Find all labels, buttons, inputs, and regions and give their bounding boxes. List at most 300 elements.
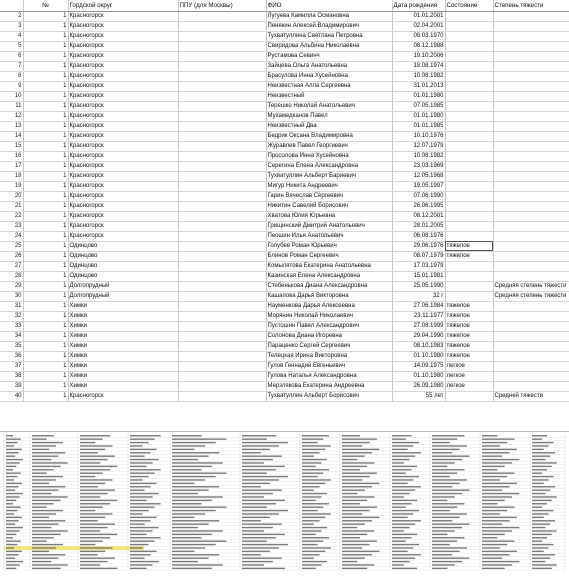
row-number[interactable]: 11: [0, 101, 23, 111]
cell-dob[interactable]: 55 лет: [392, 391, 445, 401]
cell-fio[interactable]: Бедрик Оксана Владимировна: [266, 131, 392, 141]
cell-severity[interactable]: [493, 271, 569, 281]
cell-district[interactable]: Красногорск: [68, 31, 178, 41]
cell-severity[interactable]: [493, 211, 569, 221]
cell-severity[interactable]: Средняя степень тяжести: [493, 281, 569, 291]
row-number[interactable]: 19: [0, 181, 23, 191]
cell-ppu[interactable]: [178, 271, 266, 281]
cell-ppu[interactable]: [178, 301, 266, 311]
cell-dob[interactable]: 01.01.1980: [392, 91, 445, 101]
cell-district[interactable]: Красногорск: [68, 391, 178, 401]
cell-severity[interactable]: [493, 311, 569, 321]
cell-district[interactable]: Красногорск: [68, 71, 178, 81]
row-number[interactable]: 8: [0, 71, 23, 81]
cell-district[interactable]: Химки: [68, 361, 178, 371]
cell-fio[interactable]: Зайцева Ольга Анатольевна: [266, 61, 392, 71]
cell-district[interactable]: Красногорск: [68, 91, 178, 101]
cell-severity[interactable]: [493, 151, 569, 161]
row-number[interactable]: 23: [0, 221, 23, 231]
cell-ppu[interactable]: [178, 61, 266, 71]
cell-dob[interactable]: 10.08.1982: [392, 151, 445, 161]
cell-state[interactable]: [445, 31, 493, 41]
cell-ppu[interactable]: [178, 141, 266, 151]
cell-district[interactable]: Красногорск: [68, 51, 178, 61]
cell-state[interactable]: тяжелое: [445, 311, 493, 321]
cell-number[interactable]: 1: [23, 51, 68, 61]
cell-fio[interactable]: Гулова Наталья Александровна: [266, 371, 392, 381]
cell-district[interactable]: Красногорск: [68, 191, 178, 201]
cell-ppu[interactable]: [178, 381, 266, 391]
cell-district[interactable]: Красногорск: [68, 61, 178, 71]
column-header-fio[interactable]: ФИО: [266, 0, 392, 11]
cell-district[interactable]: Химки: [68, 371, 178, 381]
cell-number[interactable]: 1: [23, 121, 68, 131]
cell-number[interactable]: 1: [23, 161, 68, 171]
cell-dob[interactable]: 01.01.1985: [392, 121, 445, 131]
cell-district[interactable]: Красногорск: [68, 101, 178, 111]
cell-number[interactable]: 1: [23, 11, 68, 21]
cell-dob[interactable]: 12.07.1979: [392, 141, 445, 151]
cell-fio[interactable]: Неизвестный Два: [266, 121, 392, 131]
row-number[interactable]: 13: [0, 121, 23, 131]
cell-district[interactable]: Красногорск: [68, 221, 178, 231]
cell-district[interactable]: Одинцово: [68, 261, 178, 271]
cell-severity[interactable]: [493, 11, 569, 21]
cell-fio[interactable]: Блинов Роман Сергеевич: [266, 251, 392, 261]
cell-ppu[interactable]: [178, 231, 266, 241]
row-number[interactable]: 36: [0, 351, 23, 361]
cell-fio[interactable]: Никитин Савелий Борисович: [266, 201, 392, 211]
cell-state[interactable]: [445, 221, 493, 231]
cell-number[interactable]: 1: [23, 291, 68, 301]
cell-number[interactable]: 1: [23, 281, 68, 291]
cell-dob[interactable]: 14.09.1975: [392, 361, 445, 371]
cell-severity[interactable]: [493, 381, 569, 391]
cell-dob[interactable]: 32 г: [392, 291, 445, 301]
cell-district[interactable]: Красногорск: [68, 211, 178, 221]
cell-district[interactable]: Химки: [68, 321, 178, 331]
cell-district[interactable]: Одинцово: [68, 251, 178, 261]
cell-ppu[interactable]: [178, 291, 266, 301]
cell-ppu[interactable]: [178, 281, 266, 291]
cell-ppu[interactable]: [178, 361, 266, 371]
cell-fio[interactable]: Кашапова Дарья Викторовна: [266, 291, 392, 301]
cell-state[interactable]: легкое: [445, 381, 493, 391]
cell-ppu[interactable]: [178, 161, 266, 171]
cell-severity[interactable]: [493, 71, 569, 81]
cell-severity[interactable]: Средней тяжести: [493, 391, 569, 401]
cell-dob[interactable]: 08.10.1983: [392, 341, 445, 351]
column-header-severity[interactable]: Степень тяжести: [493, 0, 569, 11]
cell-number[interactable]: 1: [23, 171, 68, 181]
cell-number[interactable]: 1: [23, 241, 68, 251]
cell-state[interactable]: [445, 181, 493, 191]
cell-ppu[interactable]: [178, 121, 266, 131]
cell-ppu[interactable]: [178, 251, 266, 261]
cell-state[interactable]: [445, 211, 493, 221]
cell-number[interactable]: 1: [23, 101, 68, 111]
cell-state[interactable]: [445, 41, 493, 51]
cell-state[interactable]: [445, 191, 493, 201]
row-number[interactable]: 2: [0, 11, 23, 21]
cell-district[interactable]: Красногорск: [68, 171, 178, 181]
cell-district[interactable]: Красногорск: [68, 201, 178, 211]
row-number[interactable]: 37: [0, 361, 23, 371]
cell-state[interactable]: [445, 391, 493, 401]
cell-state[interactable]: [445, 11, 493, 21]
cell-state[interactable]: тяжелое: [445, 351, 493, 361]
row-number[interactable]: 30: [0, 291, 23, 301]
cell-fio[interactable]: Тухватуллин Альберт Бариевич: [266, 171, 392, 181]
row-number[interactable]: 17: [0, 161, 23, 171]
cell-state[interactable]: [445, 61, 493, 71]
cell-number[interactable]: 1: [23, 361, 68, 371]
column-header-number[interactable]: №: [23, 0, 68, 11]
row-number[interactable]: 12: [0, 111, 23, 121]
cell-severity[interactable]: [493, 101, 569, 111]
row-number[interactable]: 15: [0, 141, 23, 151]
row-number[interactable]: 10: [0, 91, 23, 101]
cell-fio[interactable]: Мерзлякова Екатерина Андреевна: [266, 381, 392, 391]
row-number[interactable]: 21: [0, 201, 23, 211]
cell-number[interactable]: 1: [23, 21, 68, 31]
cell-ppu[interactable]: [178, 351, 266, 361]
cell-number[interactable]: 1: [23, 201, 68, 211]
cell-fio[interactable]: Просолова Инна Хусейновна: [266, 151, 392, 161]
cell-fio[interactable]: Пенякин Алексей Владимирович: [266, 21, 392, 31]
row-number[interactable]: 40: [0, 391, 23, 401]
cell-severity[interactable]: [493, 331, 569, 341]
cell-number[interactable]: 1: [23, 221, 68, 231]
cell-number[interactable]: 1: [23, 71, 68, 81]
cell-district[interactable]: Химки: [68, 331, 178, 341]
cell-dob[interactable]: 10.10.1976: [392, 131, 445, 141]
cell-state[interactable]: [445, 151, 493, 161]
cell-dob[interactable]: 26.06.1995: [392, 201, 445, 211]
cell-number[interactable]: 1: [23, 141, 68, 151]
cell-state[interactable]: [445, 71, 493, 81]
cell-district[interactable]: Красногорск: [68, 111, 178, 121]
cell-fio[interactable]: Неизвестная Алла Сергеевна: [266, 81, 392, 91]
row-number[interactable]: 27: [0, 261, 23, 271]
cell-ppu[interactable]: [178, 111, 266, 121]
cell-number[interactable]: 1: [23, 351, 68, 361]
cell-district[interactable]: Химки: [68, 341, 178, 351]
cell-number[interactable]: 1: [23, 61, 68, 71]
cell-district[interactable]: Красногорск: [68, 41, 178, 51]
cell-severity[interactable]: [493, 31, 569, 41]
cell-state[interactable]: [445, 281, 493, 291]
row-number[interactable]: 7: [0, 61, 23, 71]
cell-dob[interactable]: 29.04.1990: [392, 331, 445, 341]
row-number[interactable]: 25: [0, 241, 23, 251]
cell-number[interactable]: 1: [23, 391, 68, 401]
cell-fio[interactable]: Казинская Елена Александровна: [266, 271, 392, 281]
row-number[interactable]: 39: [0, 381, 23, 391]
cell-dob[interactable]: 23.03.1969: [392, 161, 445, 171]
cell-ppu[interactable]: [178, 21, 266, 31]
cell-ppu[interactable]: [178, 81, 266, 91]
cell-fio[interactable]: Комылятова Екатерина Анатольевна: [266, 261, 392, 271]
cell-dob[interactable]: 08.12.1988: [392, 41, 445, 51]
cell-state[interactable]: [445, 51, 493, 61]
column-header-state[interactable]: Состояние: [445, 0, 493, 11]
cell-state[interactable]: [445, 81, 493, 91]
cell-district[interactable]: Одинцово: [68, 271, 178, 281]
row-number[interactable]: 31: [0, 301, 23, 311]
cell-state[interactable]: [445, 141, 493, 151]
cell-number[interactable]: 1: [23, 341, 68, 351]
cell-fio[interactable]: Тухватуллина Светлана Петровна: [266, 31, 392, 41]
row-number-header[interactable]: [0, 0, 23, 11]
cell-severity[interactable]: [493, 51, 569, 61]
cell-state[interactable]: [445, 101, 493, 111]
row-number[interactable]: 32: [0, 311, 23, 321]
cell-dob[interactable]: 31.01.2013: [392, 81, 445, 91]
cell-fio[interactable]: Пеошин Илья Анатольевич: [266, 231, 392, 241]
cell-severity[interactable]: [493, 181, 569, 191]
cell-district[interactable]: Красногорск: [68, 11, 178, 21]
column-header-ppu[interactable]: ППУ (для Москвы): [178, 0, 266, 11]
cell-state[interactable]: [445, 261, 493, 271]
cell-number[interactable]: 1: [23, 261, 68, 271]
cell-severity[interactable]: Средняя степень тяжести: [493, 291, 569, 301]
cell-number[interactable]: 1: [23, 31, 68, 41]
cell-fio[interactable]: Лугуева Камилла Османовна: [266, 11, 392, 21]
cell-fio[interactable]: Гулов Геннадий Евгеньевич: [266, 361, 392, 371]
cell-severity[interactable]: [493, 81, 569, 91]
cell-fio[interactable]: Науменкова Дарья Алексеевна: [266, 301, 392, 311]
row-number[interactable]: 14: [0, 131, 23, 141]
cell-district[interactable]: Красногорск: [68, 21, 178, 31]
cell-fio[interactable]: Параценко Сергей Сергеевич: [266, 341, 392, 351]
cell-state[interactable]: тяжелое: [445, 331, 493, 341]
cell-ppu[interactable]: [178, 241, 266, 251]
cell-severity[interactable]: [493, 91, 569, 101]
row-number[interactable]: 26: [0, 251, 23, 261]
cell-dob[interactable]: 01.01.2001: [392, 11, 445, 21]
cell-ppu[interactable]: [178, 311, 266, 321]
cell-number[interactable]: 1: [23, 91, 68, 101]
cell-state[interactable]: тяжелое: [445, 301, 493, 311]
cell-dob[interactable]: 12.05.1968: [392, 171, 445, 181]
cell-severity[interactable]: [493, 141, 569, 151]
cell-fio[interactable]: Солонова Диана Игоревна: [266, 331, 392, 341]
cell-severity[interactable]: [493, 161, 569, 171]
cell-dob[interactable]: 06.08.1976: [392, 231, 445, 241]
cell-ppu[interactable]: [178, 41, 266, 51]
cell-ppu[interactable]: [178, 151, 266, 161]
cell-severity[interactable]: [493, 41, 569, 51]
cell-dob[interactable]: 08.03.1970: [392, 31, 445, 41]
cell-state[interactable]: [445, 91, 493, 101]
cell-state[interactable]: легкое: [445, 361, 493, 371]
row-number[interactable]: 5: [0, 41, 23, 51]
cell-dob[interactable]: 01.01.1980: [392, 111, 445, 121]
cell-fio[interactable]: Голубев Роман Юрьевич: [266, 241, 392, 251]
cell-state[interactable]: [445, 111, 493, 121]
cell-fio[interactable]: Терешко Николай Анатольевич: [266, 101, 392, 111]
cell-state[interactable]: тяжелое: [445, 321, 493, 331]
cell-severity[interactable]: [493, 261, 569, 271]
cell-severity[interactable]: [493, 241, 569, 251]
cell-ppu[interactable]: [178, 221, 266, 231]
cell-district[interactable]: Красногорск: [68, 141, 178, 151]
cell-dob[interactable]: 17.03.1979: [392, 261, 445, 271]
cell-dob[interactable]: 07.06.1990: [392, 191, 445, 201]
cell-state[interactable]: [445, 271, 493, 281]
row-number[interactable]: 6: [0, 51, 23, 61]
cell-number[interactable]: 1: [23, 41, 68, 51]
cell-dob[interactable]: 01.10.1980: [392, 351, 445, 361]
cell-fio[interactable]: Неизвестный: [266, 91, 392, 101]
cell-district[interactable]: Химки: [68, 301, 178, 311]
cell-dob[interactable]: 19.10.2006: [392, 51, 445, 61]
cell-number[interactable]: 1: [23, 191, 68, 201]
cell-number[interactable]: 1: [23, 371, 68, 381]
cell-severity[interactable]: [493, 351, 569, 361]
cell-dob[interactable]: 18.08.1974: [392, 61, 445, 71]
row-number[interactable]: 28: [0, 271, 23, 281]
cell-state[interactable]: [445, 231, 493, 241]
cell-dob[interactable]: 23.11.1977: [392, 311, 445, 321]
cell-ppu[interactable]: [178, 171, 266, 181]
row-number[interactable]: 33: [0, 321, 23, 331]
cell-number[interactable]: 1: [23, 181, 68, 191]
cell-number[interactable]: 1: [23, 381, 68, 391]
cell-severity[interactable]: [493, 191, 569, 201]
cell-state[interactable]: [445, 171, 493, 181]
cell-severity[interactable]: [493, 171, 569, 181]
cell-district[interactable]: Красногорск: [68, 161, 178, 171]
cell-state[interactable]: [445, 131, 493, 141]
row-number[interactable]: 20: [0, 191, 23, 201]
cell-district[interactable]: Красногорск: [68, 151, 178, 161]
cell-dob[interactable]: 27.08.1999: [392, 321, 445, 331]
cell-number[interactable]: 1: [23, 251, 68, 261]
cell-severity[interactable]: [493, 361, 569, 371]
cell-fio[interactable]: Тухватуллин Альберт Борисович: [266, 391, 392, 401]
cell-state[interactable]: [445, 21, 493, 31]
cell-severity[interactable]: [493, 201, 569, 211]
row-number[interactable]: 22: [0, 211, 23, 221]
cell-fio[interactable]: Свиридова Альбина Николаевна: [266, 41, 392, 51]
cell-fio[interactable]: Хватова Юлия Юрьевна: [266, 211, 392, 221]
cell-fio[interactable]: Грищинский Дмитрий Анатольевич: [266, 221, 392, 231]
cell-fio[interactable]: Стебенькова Диана Александровна: [266, 281, 392, 291]
cell-state[interactable]: тяжелое: [445, 251, 493, 261]
cell-ppu[interactable]: [178, 191, 266, 201]
cell-number[interactable]: 1: [23, 311, 68, 321]
cell-ppu[interactable]: [178, 181, 266, 191]
cell-state[interactable]: [445, 161, 493, 171]
cell-district[interactable]: Красногорск: [68, 231, 178, 241]
cell-number[interactable]: 1: [23, 231, 68, 241]
cell-number[interactable]: 1: [23, 331, 68, 341]
cell-dob[interactable]: 01.10.1980: [392, 371, 445, 381]
cell-district[interactable]: Красногорск: [68, 121, 178, 131]
cell-severity[interactable]: [493, 301, 569, 311]
cell-dob[interactable]: 27.06.1984: [392, 301, 445, 311]
cell-severity[interactable]: [493, 21, 569, 31]
row-number[interactable]: 35: [0, 341, 23, 351]
cell-number[interactable]: 1: [23, 151, 68, 161]
cell-state[interactable]: легкое: [445, 371, 493, 381]
cell-ppu[interactable]: [178, 331, 266, 341]
cell-severity[interactable]: [493, 251, 569, 261]
cell-dob[interactable]: 08.07.1979: [392, 251, 445, 261]
cell-severity[interactable]: [493, 121, 569, 131]
row-number[interactable]: 18: [0, 171, 23, 181]
row-number[interactable]: 38: [0, 371, 23, 381]
cell-district[interactable]: Красногорск: [68, 181, 178, 191]
cell-dob[interactable]: 29.06.1976: [392, 241, 445, 251]
cell-dob[interactable]: 15.01.1981: [392, 271, 445, 281]
cell-district[interactable]: Долгопрудный: [68, 281, 178, 291]
column-header-district[interactable]: Гордской округ: [68, 0, 178, 11]
cell-dob[interactable]: 25.05.1990: [392, 281, 445, 291]
cell-dob[interactable]: 26.09.1980: [392, 381, 445, 391]
cell-dob[interactable]: 07.05.1985: [392, 101, 445, 111]
cell-number[interactable]: 1: [23, 211, 68, 221]
cell-fio[interactable]: Мухамедканов Павел: [266, 111, 392, 121]
cell-severity[interactable]: [493, 371, 569, 381]
cell-district[interactable]: Химки: [68, 311, 178, 321]
cell-ppu[interactable]: [178, 31, 266, 41]
row-number[interactable]: 29: [0, 281, 23, 291]
row-number[interactable]: 9: [0, 81, 23, 91]
cell-district[interactable]: Химки: [68, 381, 178, 391]
cell-number[interactable]: 1: [23, 271, 68, 281]
cell-severity[interactable]: [493, 231, 569, 241]
cell-district[interactable]: Химки: [68, 351, 178, 361]
cell-number[interactable]: 1: [23, 131, 68, 141]
cell-fio[interactable]: Рустамова Севинч: [266, 51, 392, 61]
cell-district[interactable]: Красногорск: [68, 81, 178, 91]
cell-severity[interactable]: [493, 221, 569, 231]
cell-fio[interactable]: Гарин Вячеслав Сергеевич: [266, 191, 392, 201]
cell-state[interactable]: [445, 201, 493, 211]
cell-ppu[interactable]: [178, 211, 266, 221]
cell-ppu[interactable]: [178, 71, 266, 81]
cell-number[interactable]: 1: [23, 321, 68, 331]
row-number[interactable]: 34: [0, 331, 23, 341]
cell-ppu[interactable]: [178, 91, 266, 101]
cell-ppu[interactable]: [178, 341, 266, 351]
column-header-dob[interactable]: Дата рождения: [392, 0, 445, 11]
cell-number[interactable]: 1: [23, 301, 68, 311]
cell-fio[interactable]: Мигур Никита Андреевич: [266, 181, 392, 191]
row-number[interactable]: 24: [0, 231, 23, 241]
cell-state[interactable]: тяжелое: [445, 241, 493, 251]
cell-severity[interactable]: [493, 111, 569, 121]
cell-ppu[interactable]: [178, 201, 266, 211]
cell-state[interactable]: [445, 121, 493, 131]
cell-state[interactable]: [445, 291, 493, 301]
cell-severity[interactable]: [493, 131, 569, 141]
cell-district[interactable]: Долгопрудный: [68, 291, 178, 301]
cell-dob[interactable]: 10.08.1982: [392, 71, 445, 81]
cell-fio[interactable]: Брасулова Инна Хусейновна: [266, 71, 392, 81]
cell-ppu[interactable]: [178, 101, 266, 111]
cell-state[interactable]: тяжелое: [445, 341, 493, 351]
cell-dob[interactable]: 28.01.2005: [392, 221, 445, 231]
row-number[interactable]: 4: [0, 31, 23, 41]
cell-severity[interactable]: [493, 61, 569, 71]
cell-severity[interactable]: [493, 321, 569, 331]
row-number[interactable]: 16: [0, 151, 23, 161]
cell-dob[interactable]: 02.04.2001: [392, 21, 445, 31]
